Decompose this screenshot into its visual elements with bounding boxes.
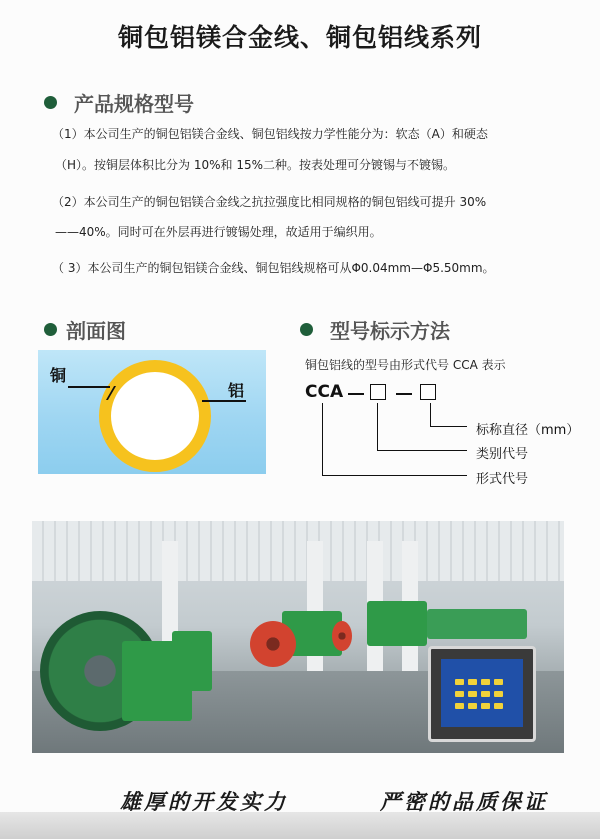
section-model-heading: 型号标示方法 (330, 319, 450, 343)
wire-cross-section-ring (99, 360, 211, 472)
section-bullet-icon (44, 323, 57, 336)
aluminum-leader-line (202, 400, 246, 402)
spec-paragraph: （1）本公司生产的铜包铝镁合金线、铜包铝线按力学性能分为：软态（A）和硬态 (52, 127, 488, 141)
slogan-development: 雄厚的开发实力 (120, 790, 288, 814)
code-box-category (370, 384, 386, 400)
code-dash (396, 393, 412, 395)
spec-paragraph: （H）。按铜层体积比分为 10%和 15%二种。按表处理可分镀锡与不镀锡。 (55, 158, 455, 172)
spec-paragraph: （ 3）本公司生产的铜包铝镁合金线、铜包铝线规格可从Φ0.04mm—Φ5.50mm。 (52, 261, 495, 275)
section-cross-heading: 剖面图 (66, 319, 126, 343)
aluminum-label: 铝 (228, 381, 245, 400)
spec-paragraph: （2）本公司生产的铜包铝镁合金线之抗拉强度比相同规格的铜包铝线可提升 30% (52, 195, 487, 209)
slogan-quality: 严密的品质保证 (380, 790, 548, 814)
footer-bar (0, 812, 600, 839)
section-bullet-icon (44, 96, 57, 109)
code-box-diameter (420, 384, 436, 400)
bracket-form (322, 403, 467, 476)
spec-paragraph: ——40%。同时可在外层再进行镀锡处理，故适用于编织用。 (55, 225, 382, 239)
model-intro-text: 铜包铝线的型号由形式代号 CCA 表示 (305, 358, 506, 372)
page-title: 铜包铝镁合金线、铜包铝线系列 (117, 23, 482, 52)
label-nominal-diameter: 标称直径（mm） (476, 423, 580, 438)
label-form-code: 形式代号 (476, 472, 529, 487)
control-panel-image (428, 646, 536, 742)
label-category-code: 类别代号 (476, 447, 529, 462)
section-specs-heading: 产品规格型号 (74, 92, 194, 116)
copper-label: 铜 (50, 366, 67, 385)
section-bullet-icon (300, 323, 313, 336)
copper-leader-line (68, 386, 110, 388)
code-dash (348, 393, 364, 395)
model-code: CCA (305, 382, 344, 402)
